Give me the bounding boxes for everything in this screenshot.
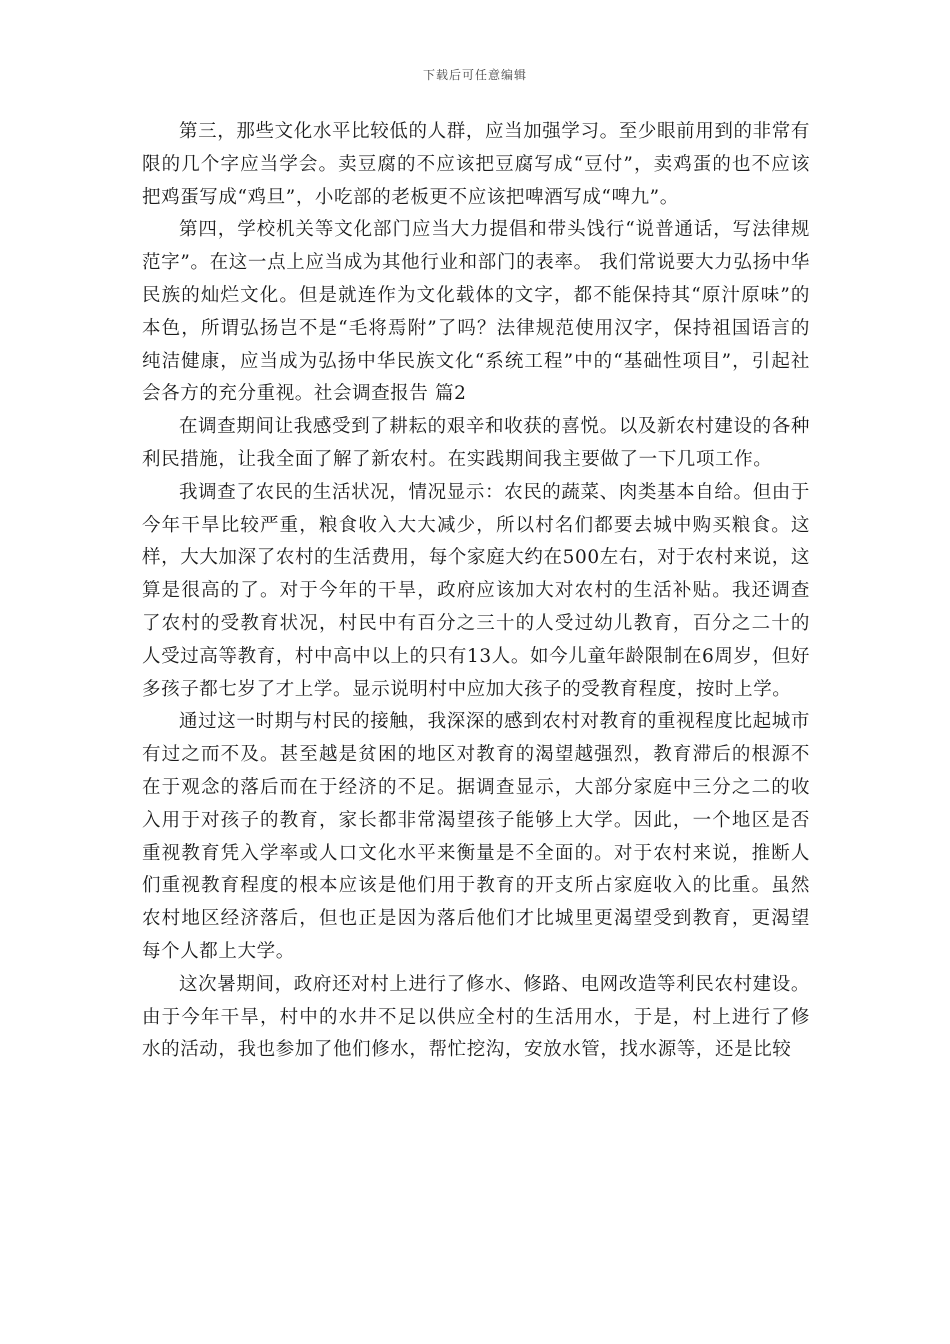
- paragraph: 第四，学校机关等文化部门应当大力提倡和带头饯行“说普通话，写法律规范字”。在这一点上应当成为其他行业和部门的表率。 我们常说要大力弘扬中华民族的灿烂文化。但是就连作为文化载体的文字，都不能保持其“原汁原味”的本色，所谓弘扬岂不是“毛将焉附”了吗？法律规范使用汉字，保持祖国语言的纯洁健康，应当成为弘扬中华民族文化“系统工程”中的“基础性项目”，引起社会各方的充分重视。社会调查报告 篇2: [142, 219, 810, 405]
- paragraph: 我调查了农民的生活状况，情况显示：农民的蔬菜、肉类基本自给。但由于今年干旱比较严重，粮食收入大大减少，所以村名们都要去城中购买粮食。这样，大大加深了农村的生活费用，每个家庭大约在500左右，对于农村来说，这算是很高的了。对于今年的干旱，政府应该加大对农村的生活补贴。我还调查了农村的受教育状况，村民中有百分之三十的人受过幼儿教育，百分之二十的人受过高等教育，村中高中以上的只有13人。如今儿童年龄限制在6周岁，但好多孩子都七岁了才上学。显示说明村中应加大孩子的受教育程度，按时上学。: [142, 481, 810, 700]
- document-body: [142, 116, 810, 1067]
- page-header-note: 下载后可任意编辑: [422, 68, 527, 82]
- paragraph: 第三，那些文化水平比较低的人群，应当加强学习。至少眼前用到的非常有限的几个字应当学会。卖豆腐的不应该把豆腐写成“豆付”，卖鸡蛋的也不应该把鸡蛋写成“鸡旦”，小吃部的老板更不应该把啤酒写成“啤九”。: [142, 121, 810, 208]
- paragraph: 这次暑期间，政府还对村上进行了修水、修路、电网改造等利民农村建设。由于今年干旱，村中的水井不足以供应全村的生活用水，于是，村上进行了修水的活动，我也参加了他们修水，帮忙挖沟，安放水管，找水源等，还是比较: [142, 973, 810, 1061]
- paragraph: 通过这一时期与村民的接触，我深深的感到农村对教育的重视程度比起城市有过之而不及。甚至越是贫困的地区对教育的渴望越强烈，教育滞后的根源不在于观念的落后而在于经济的不足。据调查显示，大部分家庭中三分之二的收入用于对孩子的教育，家长都非常渴望孩子能够上大学。因此，一个地区是否重视教育凭入学率或人口文化水平来衡量是不全面的。对于农村来说，推断人们重视教育程度的根本应该是他们用于教育的开支所占家庭收入的比重。虽然农村地区经济落后，但也正是因为落后他们才比城里更渴望受到教育，更渴望每个人都上大学。: [142, 711, 810, 962]
- paragraph: 在调查期间让我感受到了耕耘的艰辛和收获的喜悦。以及新农村建设的各种利民措施，让我全面了解了新农村。在实践期间我主要做了一下几项工作。: [142, 416, 810, 470]
